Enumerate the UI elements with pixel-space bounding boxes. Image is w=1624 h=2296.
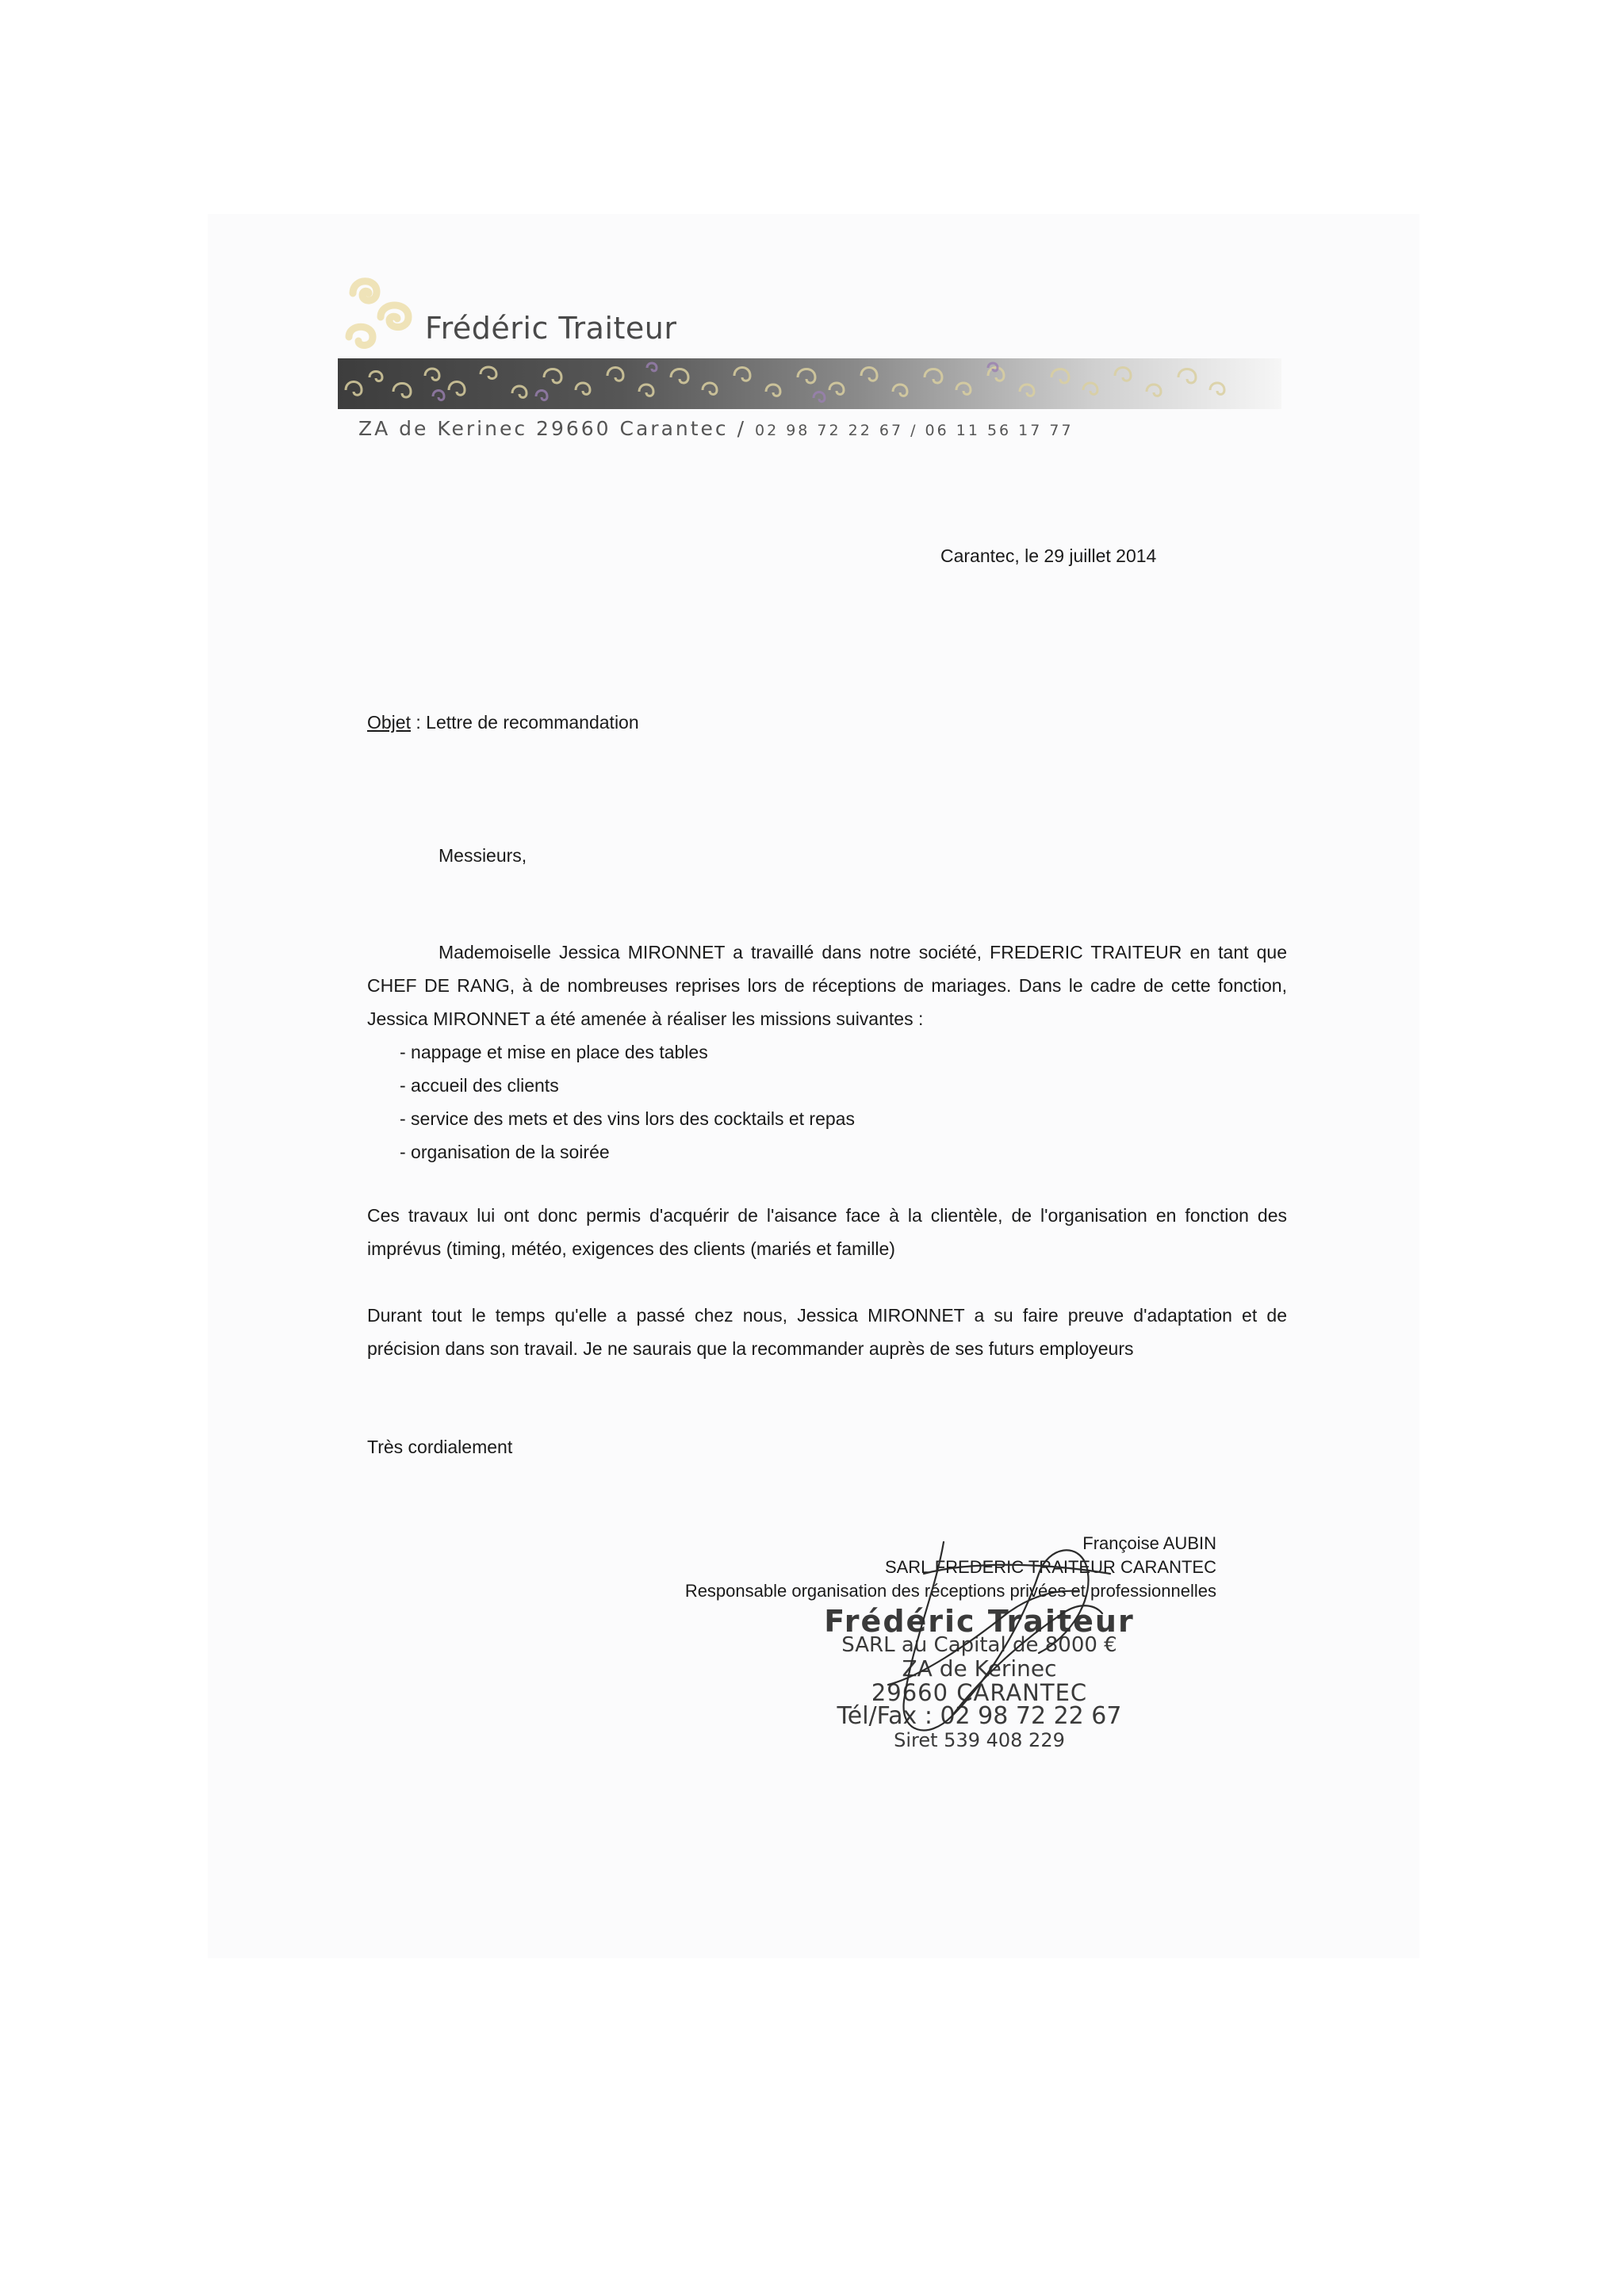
list-item: - service des mets et des vins lors des cocktails et repas <box>400 1108 855 1129</box>
list-item: - organisation de la soirée <box>400 1142 610 1162</box>
subject-text: : Lettre de recommandation <box>410 712 639 733</box>
paragraph-line: Mademoiselle Jessica MIRONNET a travaillé dans notre société, FREDERIC TRAITEUR en tant que <box>439 942 1287 962</box>
paragraph-skills <box>367 1199 1287 1265</box>
handwritten-signature <box>841 1526 1142 1764</box>
stamp-brand: Frédéric Traiteur <box>824 1604 1135 1639</box>
spiral-logo-icon <box>337 270 416 357</box>
phone-numbers: 02 98 72 22 67 / 06 11 56 17 77 <box>755 422 1074 439</box>
stamp-city: 29660 CARANTEC <box>871 1679 1088 1706</box>
paragraph-line: précision dans son travail. Je ne saurais que la recommander auprès de ses futurs employeurs <box>367 1338 1134 1359</box>
paragraph-line: Jessica MIRONNET a été amenée à réaliser les missions suivantes : <box>367 1008 924 1029</box>
closing: Très cordialement <box>367 1437 513 1457</box>
stamp-phone: Tél/Fax : 02 98 72 22 67 <box>837 1702 1122 1730</box>
stamp-address: ZA de Kerinec <box>902 1655 1057 1682</box>
signatory-company: SARL FREDERIC TRAITEUR CARANTEC <box>884 1557 1216 1577</box>
company-address <box>358 417 1074 440</box>
salutation: Messieurs, <box>439 845 527 866</box>
paragraph-intro <box>367 936 1287 1035</box>
subject-label: Objet <box>367 712 411 733</box>
decorative-spiral-band <box>338 358 1281 409</box>
list-item: - accueil des clients <box>400 1075 559 1096</box>
paragraph-line: Ces travaux lui ont donc permis d'acquérir de l'aisance face à la clientèle, de l'organisation en fonction des <box>367 1205 1287 1226</box>
signatory-name: Françoise AUBIN <box>1082 1533 1216 1553</box>
stamp-siret: Siret 539 408 229 <box>894 1729 1065 1751</box>
stamp-capital: SARL au Capital de 8000 € <box>841 1633 1117 1657</box>
paragraph-line: Durant tout le temps qu'elle a passé chez nous, Jessica MIRONNET a su faire preuve d'adaptation et de <box>367 1305 1287 1326</box>
paragraph-line: CHEF DE RANG, à de nombreuses reprises lors de réceptions de mariages. Dans le cadre de cette fonction, <box>367 975 1287 996</box>
paragraph-line: imprévus (timing, météo, exigences des clients (mariés et famille) <box>367 1238 895 1259</box>
brand-name: Frédéric Traiteur <box>425 311 677 346</box>
missions-list <box>400 1035 855 1169</box>
signatory-role: Responsable organisation des réceptions privées et professionnelles <box>684 1581 1216 1601</box>
letter-date: Carantec, le 29 juillet 2014 <box>940 545 1157 566</box>
paragraph-recommendation <box>367 1299 1287 1365</box>
subject-line <box>367 712 639 733</box>
list-item: - nappage et mise en place des tables <box>400 1042 708 1062</box>
address-text: ZA de Kerinec 29660 Carantec / <box>358 417 747 440</box>
